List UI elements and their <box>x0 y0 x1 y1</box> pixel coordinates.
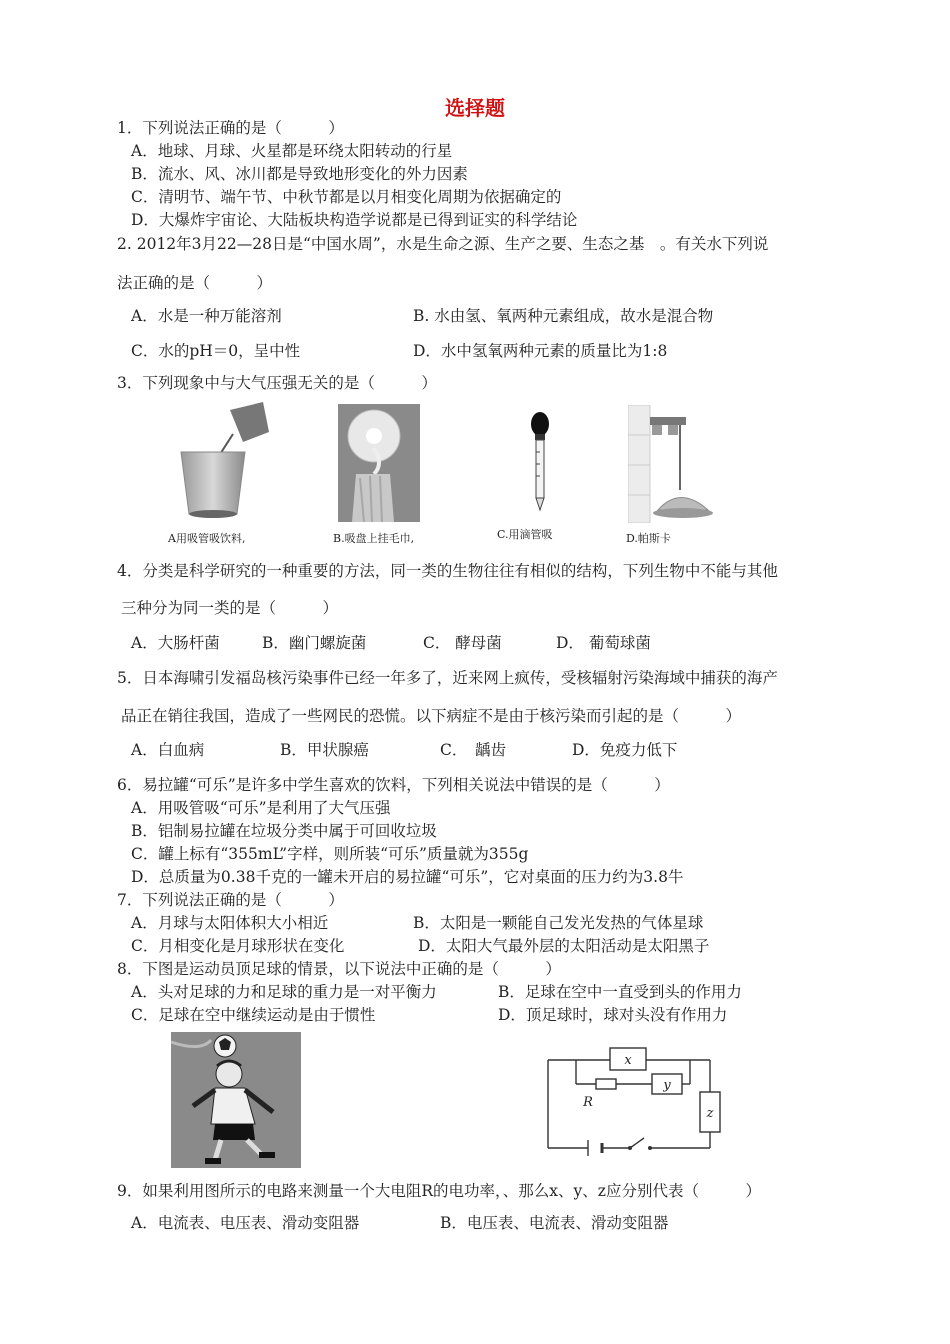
q3-caption-d: D.帕斯卡 <box>626 532 671 545</box>
q1-option-c: C．清明节、端午节、中秋节都是以月相变化周期为依据确定的 <box>131 188 562 206</box>
q6-stem: 6．易拉罐“可乐”是许多中学生喜欢的饮料，下列相关说法中错误的是（ ） <box>117 776 670 794</box>
circuit-label-x: x <box>624 1053 632 1068</box>
q6-option-b: B．铝制易拉罐在垃圾分类中属于可回收垃圾 <box>131 822 437 840</box>
q7-option-a: A．月球与太阳体积大小相近 <box>131 914 329 932</box>
circuit-label-r: R <box>583 1095 593 1110</box>
q9-stem: 9．如果利用图所示的电路来测量一个大电阻R的电功率，、那么x、y、z应分别代表（ ） <box>117 1182 761 1200</box>
q3-stem: 3．下列现象中与大气压强无关的是（ ） <box>117 374 437 392</box>
circuit-label-z: z <box>706 1106 714 1121</box>
q6-option-d: D．总质量为0.38千克的一罐未开启的易拉罐“可乐”，它对桌面的压力约为3.8牛 <box>131 868 684 886</box>
q1-stem: 1．下列说法正确的是（ ） <box>117 119 344 137</box>
q5-option-b: B．甲状腺癌 <box>280 741 369 759</box>
q8-option-a: A．头对足球的力和足球的重力是一对平衡力 <box>131 983 437 1001</box>
circuit-label-y: y <box>663 1078 671 1093</box>
q7-stem: 7．下列说法正确的是（ ） <box>117 891 344 909</box>
q4-stem-line2: 三种分为同一类的是（ ） <box>121 599 339 617</box>
figure-circuit <box>540 1042 730 1162</box>
q6-option-c: C．罐上标有“355mL”字样，则所装“可乐”质量就为355g <box>131 845 529 863</box>
figure-straw-drink <box>175 402 275 522</box>
figure-suction-cup <box>338 404 420 522</box>
q5-option-c: C． 龋齿 <box>440 741 507 759</box>
q8-option-d: D．顶足球时，球对头没有作用力 <box>498 1006 728 1024</box>
q3-caption-c: C.用滴管吸 <box>497 528 553 541</box>
q3-caption-b: B.吸盘上挂毛巾, <box>333 532 415 545</box>
q5-option-a: A．白血病 <box>131 741 205 759</box>
q9-option-a: A．电流表、电压表、滑动变阻器 <box>131 1214 360 1232</box>
q4-option-d: D． 葡萄球菌 <box>556 634 651 652</box>
q7-option-d: D．太阳大气最外层的太阳活动是太阳黑子 <box>418 937 710 955</box>
page-title: 选择题 <box>445 96 505 120</box>
q2-stem-line2: 法正确的是（ ） <box>117 274 273 292</box>
q1-option-a: A．地球、月球、火星都是环绕太阳转动的行星 <box>131 142 453 160</box>
q2-stem-line1: 2. 2012年3月22—28日是“中国水周”，水是生命之源、生产之要、生态之基 。有关水下列说 <box>117 235 769 253</box>
q4-option-a: A．大肠杆菌 <box>131 634 220 652</box>
q5-stem-line2: 品正在销往我国，造成了一些网民的恐慌。以下病症不是由于核污染而引起的是（ ） <box>121 707 742 725</box>
q5-option-d: D．免疫力低下 <box>572 741 678 759</box>
q9-option-b: B．电压表、电流表、滑动变阻器 <box>440 1214 669 1232</box>
q7-option-b: B．太阳是一颗能自己发光发热的气体星球 <box>413 914 704 932</box>
q2-option-a: A．水是一种万能溶剂 <box>131 307 282 325</box>
q6-option-a: A．用吸管吸“可乐”是利用了大气压强 <box>131 799 391 817</box>
q1-option-d: D．大爆炸宇宙论、大陆板块构造学说都是已得到证实的科学结论 <box>131 211 578 229</box>
q8-option-b: B．足球在空中一直受到头的作用力 <box>498 983 742 1001</box>
q7-option-c: C．月相变化是月球形状在变化 <box>131 937 345 955</box>
q4-stem-line1: 4．分类是科学研究的一种重要的方法，同一类的生物往往有相似的结构，下列生物中不能与其他 <box>117 562 778 580</box>
q8-stem: 8．下图是运动员顶足球的情景，以下说法中正确的是（ ） <box>117 960 561 978</box>
q8-option-c: C．足球在空中继续运动是由于惯性 <box>131 1006 376 1024</box>
q2-option-b: B. 水由氢、氧两种元素组成，故水是混合物 <box>413 307 714 325</box>
q4-option-c: C． 酵母菌 <box>423 634 502 652</box>
figure-pascal <box>628 405 718 523</box>
q4-option-b: B．幽门螺旋菌 <box>262 634 367 652</box>
q2-option-d: D．水中氢氧两种元素的质量比为1:8 <box>413 342 668 360</box>
q1-option-b: B．流水、风、冰川都是导致地形变化的外力因素 <box>131 165 468 183</box>
q3-caption-a: A用吸管吸饮料, <box>168 532 246 545</box>
q2-option-c: C．水的pH＝0，呈中性 <box>131 342 301 360</box>
figure-dropper <box>520 412 560 512</box>
q5-stem-line1: 5．日本海啸引发福岛核污染事件已经一年多了，近来网上疯传，受核辐射污染海域中捕获的海产 <box>117 669 778 687</box>
figure-soccer-header <box>171 1032 301 1168</box>
